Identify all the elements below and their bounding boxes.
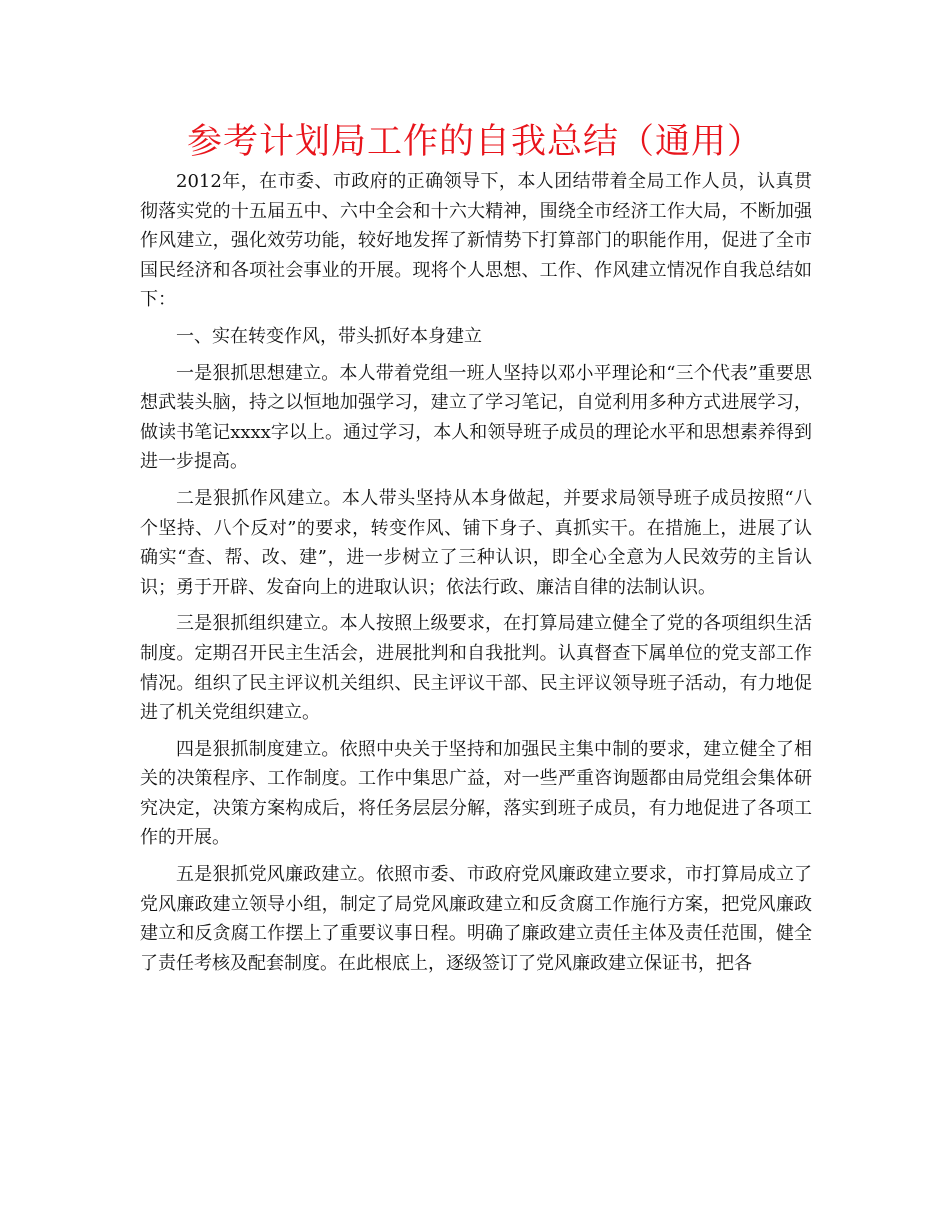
paragraph-anti-corruption: 五是狠抓党风廉政建立。依照市委、市政府党风廉政建立要求，市打算局成立了党风廉政建立领导小组，制定了局党风廉政建立和反贪腐工作施行方案，把党风廉政建立和反贪腐工作摆上了重要议事日程。明确了廉政建立责任主体及责任范围，健全了责任考核及配套制度。在此根底上，逐级签订了党风廉政建立保证书，把各 bbox=[140, 864, 812, 974]
document-body bbox=[140, 167, 812, 978]
paragraph-institutions: 四是狠抓制度建立。依照中央关于坚持和加强民主集中制的要求，建立健全了相关的决策程序、工作制度。工作中集思广益，对一些严重咨询题都由局党组会集体研究决定，决策方案构成后，将任务层层分解，落实到班子成员，有力地促进了各项工作的开展。 bbox=[140, 738, 812, 849]
paragraph-work-style: 二是狠抓作风建立。本人带头坚持从本身做起，并要求局领导班子成员按照“八个坚持、八个反对”的要求，转变作风、铺下身子、真抓实干。在措施上，进展了认确实“查、帮、改、建”，进一步树立了三种认识，即全心全意为人民效劳的主旨认识；勇于开辟、发奋向上的进取认识；依法行政、廉洁自律的法制认识。 bbox=[140, 487, 812, 598]
paragraph-organization: 三是狠抓组织建立。本人按照上级要求，在打算局建立健全了党的各项组织生活制度。定期召开民主生活会，进展批判和自我批判。认真督查下属单位的党支部工作情况。组织了民主评议机关组织、民主评议干部、民主评议领导班子活动，有力地促进了机关党组织建立。 bbox=[140, 613, 812, 724]
document-title: 参考计划局工作的自我总结（通用） bbox=[186, 122, 763, 162]
paragraph-ideology: 一是狠抓思想建立。本人带着党组一班人坚持以邓小平理论和“三个代表”重要思想武装头脑，持之以恒地加强学习，建立了学习笔记，自觉利用多种方式进展学习，做读书笔记xxxx字以上。通过学习，本人和领导班子成员的理论水平和思想素养得到进一步提高。 bbox=[140, 362, 812, 473]
paragraph-intro: 2012年，在市委、市政府的正确领导下，本人团结带着全局工作人员，认真贯彻落实党的十五届五中、六中全会和十六大精神，围绕全市经济工作大局，不断加强作风建立，强化效劳功能，较好地发挥了新情势下打算部门的职能作用，促进了全市国民经济和各项社会事业的开展。现将个人思想、工作、作风建立情况作自我总结如下： bbox=[140, 171, 812, 311]
section-heading-1: 一、实在转变作风，带头抓好本身建立 bbox=[176, 325, 482, 347]
